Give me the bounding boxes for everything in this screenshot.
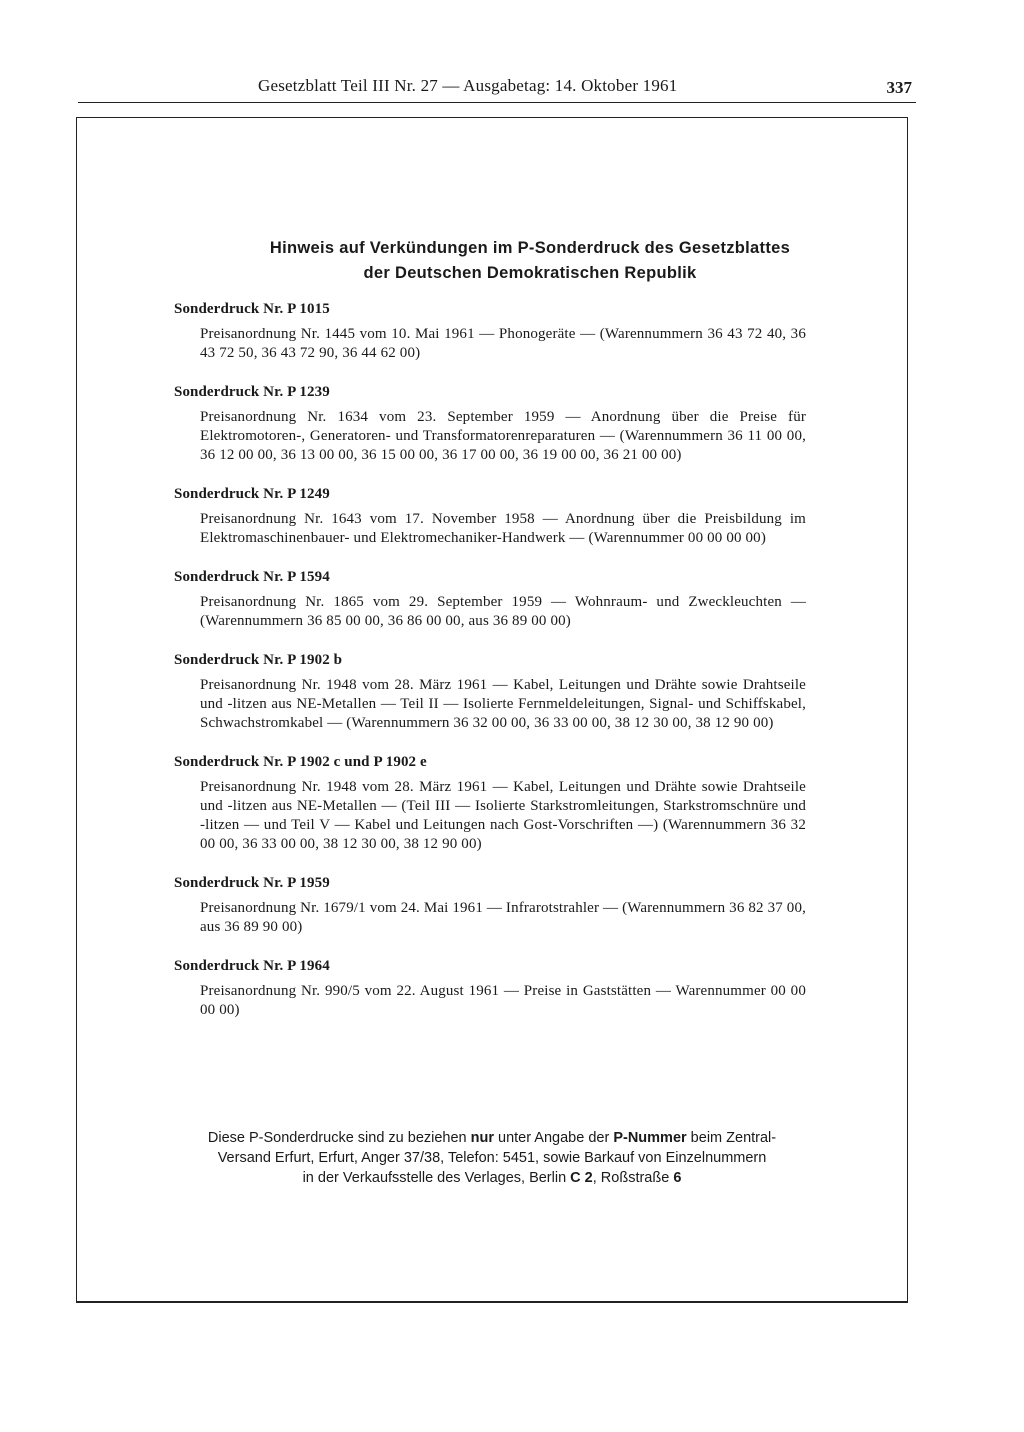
entry-title: Sonderdruck Nr. P 1239 [174,384,330,400]
sonderdruck-entry [174,874,806,937]
entry-text: Preisanordnung Nr. 1865 vom 29. September 1959 — Wohnraum- und Zweckleuchten — (Warennummern 36 85 00 00, 36 86 00 00, aus 36 89 00 00) [200,594,806,629]
sonderdruck-entry [174,753,806,854]
entry-title: Sonderdruck Nr. P 1902 b [174,652,343,668]
entry-text: Preisanordnung Nr. 1643 vom 17. November 1958 — Anordnung über die Preisbildung im Elektromaschinenbauer- und Elektromechaniker-Handwerk — (Warennummer 00 00 00 00) [200,511,806,546]
page-number: 337 [886,78,912,97]
notice-title-line-1: Hinweis auf Verkündungen im P-Sonderdruck des Gesetzblattes [269,239,791,257]
emphasis-p-nummer: P-Nummer [613,1130,687,1146]
house-number: 6 [673,1170,682,1186]
entry-title: Sonderdruck Nr. P 1964 [174,958,330,974]
sonderdruck-entry [174,485,806,548]
entry-text: Preisanordnung Nr. 1679/1 vom 24. Mai 1961 — Infrarotstrahler — (Warennummern 36 82 37 00, aus 36 89 90 00) [200,900,806,935]
ordering-notice [162,1128,822,1188]
ordering-text: beim Zentral- [686,1130,777,1146]
sonderdruck-entry [174,651,806,733]
ordering-text: in der Verkaufsstelle des Verlages, Berlin [302,1170,571,1186]
emphasis-nur: nur [470,1130,494,1146]
ordering-notice-line-1 [162,1128,822,1148]
entry-text: Preisanordnung Nr. 1445 vom 10. Mai 1961 — Phonogeräte — (Warennummern 36 43 72 40, 36 43 72 50, 36 43 72 90, 36 44 62 00) [200,326,806,361]
ordering-text: , Roßstraße [592,1170,674,1186]
entry-text: Preisanordnung Nr. 990/5 vom 22. August 1961 — Preise in Gaststätten — Warennummer 00 00 00 00) [200,983,806,1018]
sonderdruck-entry [174,957,806,1020]
entry-title: Sonderdruck Nr. P 1959 [174,875,330,891]
sonderdruck-entry [174,383,806,465]
entry-title: Sonderdruck Nr. P 1015 [174,301,330,317]
sonderdruck-list [174,300,806,1040]
entry-text: Preisanordnung Nr. 1948 vom 28. März 1961 — Kabel, Leitungen und Drähte sowie Drahtseile und -litzen aus NE-Metallen — (Teil III — Isolierte Starkstromleitungen, Starkstromschnüre und -litzen — und Teil V — Kabel und Leitungen nach Gost-Vorschriften —) (Warennummern 36 32 00 00, 36 33 00 00, 38 12 30 00, 38 12 90 00) [200,779,806,852]
ordering-text: Diese P-Sonderdrucke sind zu beziehen [207,1130,471,1146]
ordering-notice-line-2: Versand Erfurt, Erfurt, Anger 37/38, Telefon: 5451, sowie Barkauf von Einzelnummern [217,1150,767,1166]
ordering-notice-line-3 [162,1168,822,1188]
sonderdruck-entry [174,568,806,631]
postal-district: C 2 [570,1170,593,1186]
entry-text: Preisanordnung Nr. 1948 vom 28. März 1961 — Kabel, Leitungen und Drähte sowie Drahtseile und -litzen aus NE-Metallen — Teil II — Isolierte Fernmeldeleitungen, Signal- und Schiffskabel, Schwachstromkabel — (Warennummern 36 32 00 00, 36 33 00 00, 38 12 30 00, 38 12 90 00) [200,677,806,731]
header-rule [78,102,916,103]
page-header [78,74,916,102]
entry-title: Sonderdruck Nr. P 1594 [174,569,330,585]
entry-title: Sonderdruck Nr. P 1902 c und P 1902 e [174,754,427,770]
notice-title-line-2: der Deutschen Demokratischen Republik [363,264,697,282]
sonderdruck-entry [174,300,806,363]
entry-title: Sonderdruck Nr. P 1249 [174,486,330,502]
notice-title [150,236,910,286]
ordering-text: unter Angabe der [494,1130,614,1146]
entry-text: Preisanordnung Nr. 1634 vom 23. September 1959 — Anordnung über die Preise für Elektromotoren-, Generatoren- und Transformatorenreparaturen — (Warennummern 36 11 00 00, 36 12 00 00, 36 13 00 00, 36 15 00 00, 36 17 00 00, 36 19 00 00, 36 21 00 00) [200,409,806,463]
running-title: Gesetzblatt Teil III Nr. 27 — Ausgabetag: 14. Oktober 1961 [258,76,678,95]
